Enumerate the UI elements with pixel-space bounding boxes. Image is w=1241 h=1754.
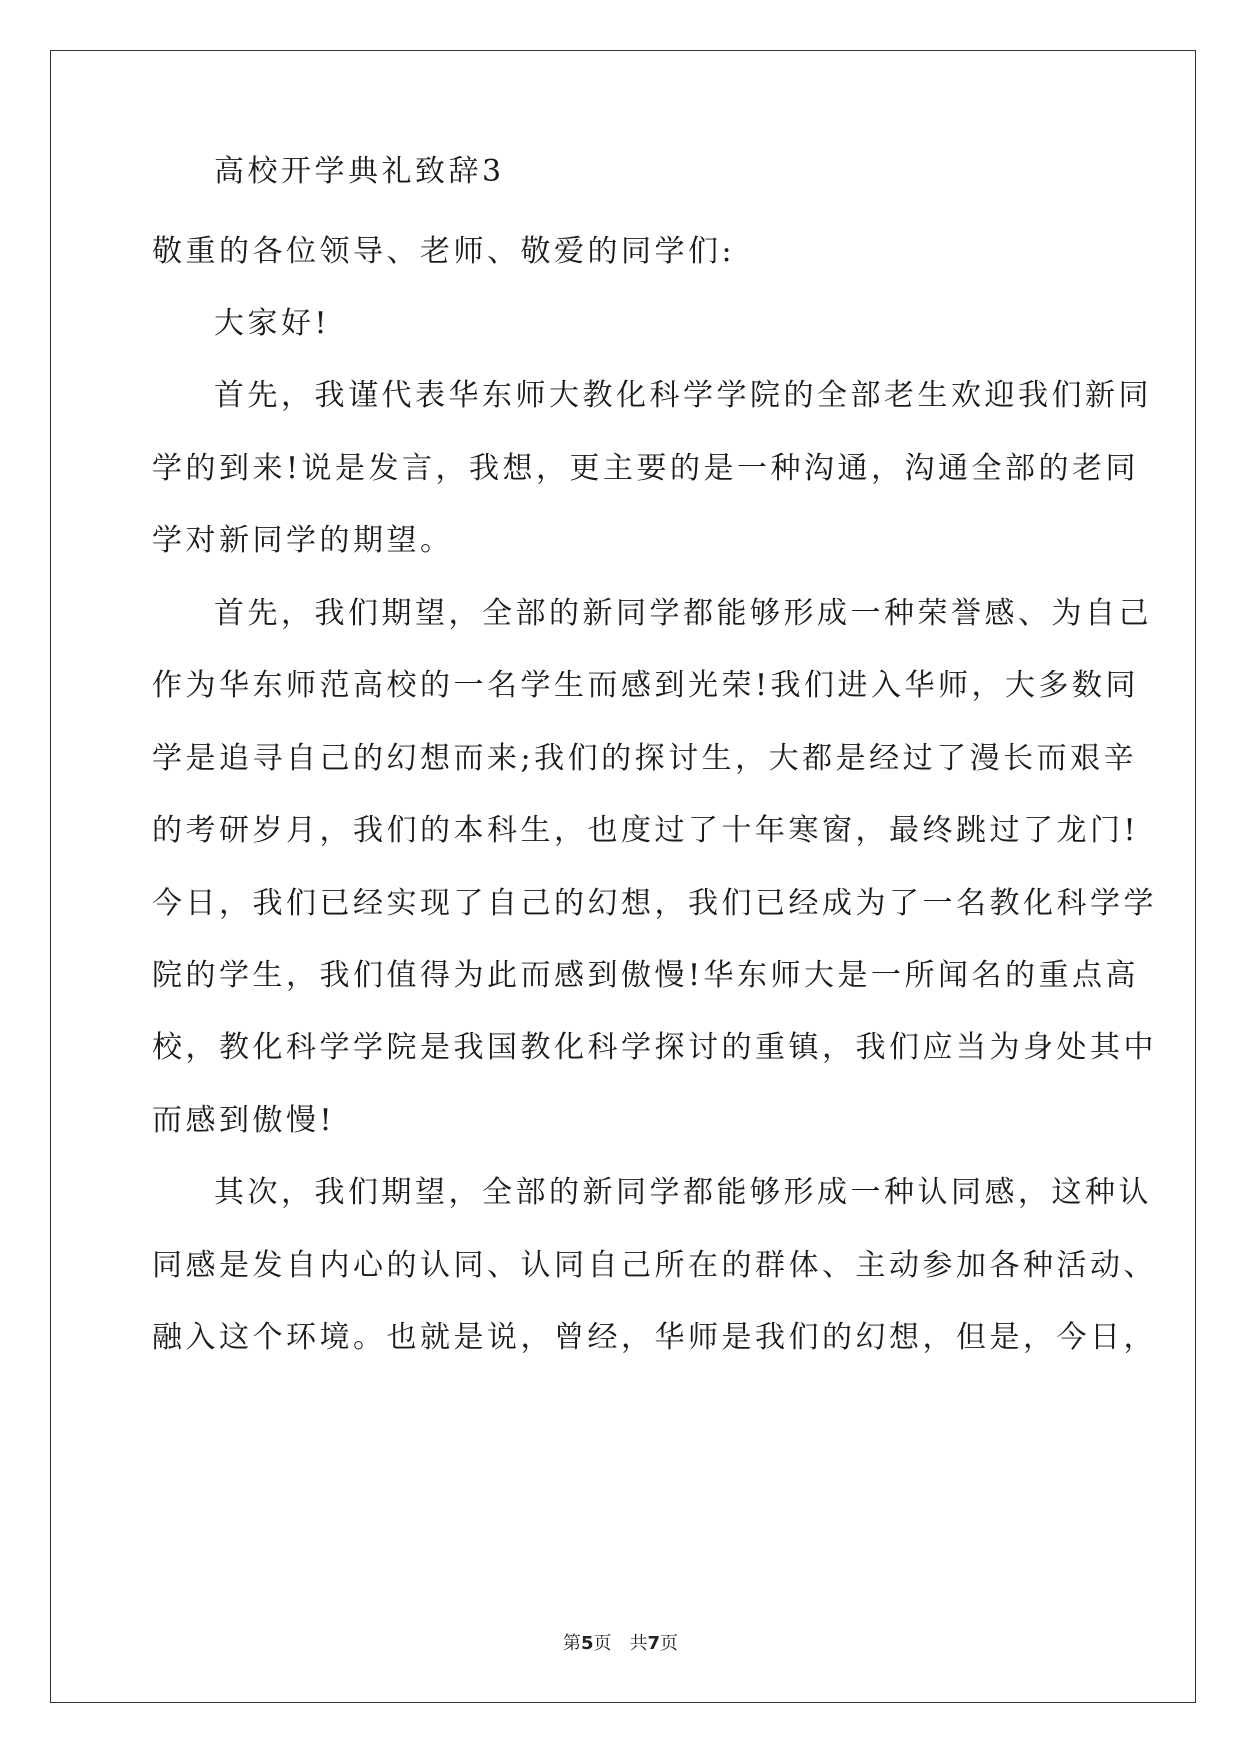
body-line: 学是追寻自己的幻想而来;我们的探讨生，大都是经过了漫长而艰辛 [152,741,1138,776]
body-line: 融入这个环境。也就是说，曾经，华师是我们的幻想，但是，今日， [152,1320,1157,1355]
body-line: 的考研岁月，我们的本科生，也度过了十年寒窗，最终跳过了龙门! [152,813,1140,848]
document-title: 高校开学典礼致辞3 [214,154,505,189]
body-line: 学的到来!说是发言，我想，更主要的是一种沟通，沟通全部的老同 [152,451,1140,486]
body-line: 作为华东师范高校的一名学生而感到光荣!我们进入华师，大多数同 [152,668,1140,703]
page-current: 5 [580,1633,594,1654]
page-mid: 页 共 [593,1633,648,1654]
page-prefix: 第 [562,1633,581,1654]
body-line: 院的学生，我们值得为此而感到傲慢!华东师大是一所闻名的重点高 [152,958,1140,993]
body-line: 学对新同学的期望。 [152,523,454,558]
body-line: 校，教化科学学院是我国教化科学探讨的重镇，我们应当为身处其中 [152,1030,1157,1065]
page-suffix: 页 [660,1633,679,1654]
salutation: 敬重的各位领导、老师、敬爱的同学们: [152,234,736,269]
page-border [50,50,1196,1703]
page-total: 7 [647,1633,661,1654]
body-line: 首先，我谨代表华东师大教化科学学院的全部老生欢迎我们新同 [214,378,1152,413]
body-line: 而感到傲慢! [152,1103,336,1138]
page-footer [0,1632,1241,1656]
body-line: 其次，我们期望，全部的新同学都能够形成一种认同感，这种认 [214,1175,1152,1210]
greeting: 大家好! [214,306,331,341]
body-line: 今日，我们已经实现了自己的幻想，我们已经成为了一名教化科学学 [152,886,1157,921]
body-line: 首先，我们期望，全部的新同学都能够形成一种荣誉感、为自己 [214,596,1152,631]
body-line: 同感是发自内心的认同、认同自己所在的群体、主动参加各种活动、 [152,1248,1157,1283]
